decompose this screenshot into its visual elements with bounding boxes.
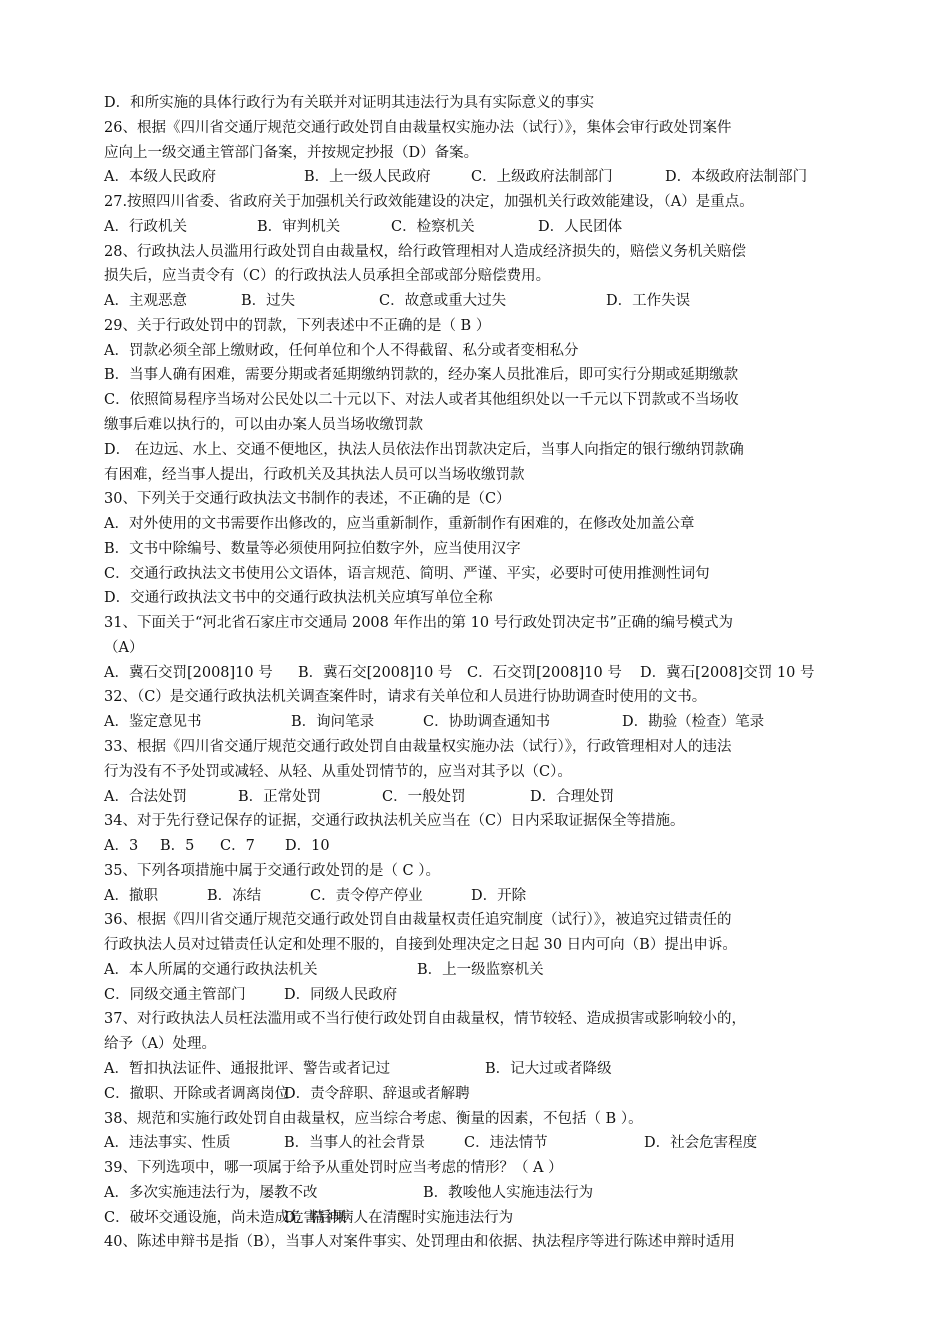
- text-line: 38、规范和实施行政处罚自由裁量权，应当综合考虑、衡量的因素，不包括（ B ）。: [104, 1110, 643, 1127]
- text-line: D．交通行政执法文书中的交通行政执法机关应填写单位全称: [104, 590, 493, 607]
- text-line: B．文书中除编号、数量等必须使用阿拉伯数字外，应当使用汉字: [104, 540, 521, 557]
- text-line: 27.按照四川省委、省政府关于加强机关行政效能建设的决定，加强机关行政效能建设，（A）是重点。: [104, 194, 754, 211]
- answer-option: A．鉴定意见书: [104, 714, 202, 731]
- answer-option: B．询问笔录: [291, 714, 375, 731]
- answer-option: B．冀石交[2008]10 号: [298, 664, 453, 681]
- answer-option: C．石交罚[2008]10 号: [467, 664, 622, 681]
- text-line: D． 在边远、水上、交通不便地区，执法人员依法作出罚款决定后，当事人向指定的银行缴纳罚款确: [104, 441, 744, 458]
- answer-option: B．上一级人民政府: [304, 169, 431, 186]
- answer-option: C．一般处罚: [382, 788, 466, 805]
- answer-option: B．上一级监察机关: [417, 961, 544, 978]
- answer-option: D．工作失误: [606, 293, 691, 310]
- text-line: C．交通行政执法文书使用公文语体，语言规范、简明、严谨、平实，必要时可使用推测性词句: [104, 565, 710, 582]
- answer-option: C．违法情节: [464, 1135, 548, 1152]
- text-line: 缴事后难以执行的，可以由办案人员当场收缴罚款: [104, 417, 423, 433]
- text-line: 39、下列选项中，哪一项属于给予从重处罚时应当考虑的情形？（ A ）: [104, 1160, 563, 1177]
- text-line: 行为没有不予处罚或减轻、从轻、从重处罚情节的，应当对其予以（C）。: [104, 763, 572, 780]
- answer-option: D．冀石[2008]交罚 10 号: [640, 664, 815, 681]
- text-line: 32、（C）是交通行政执法机关调查案件时，请求有关单位和人员进行协助调查时使用的文书。: [104, 689, 707, 706]
- answer-option: C．同级交通主管部门: [104, 986, 246, 1003]
- answer-option: D．精神病人在清醒时实施违法行为: [284, 1209, 514, 1226]
- answer-option: A．撤职: [104, 887, 158, 904]
- answer-option: C．检察机关: [391, 218, 475, 235]
- answer-option: A．违法事实、性质: [104, 1135, 231, 1152]
- answer-option: A．多次实施违法行为，屡教不改: [104, 1184, 318, 1201]
- text-line: 29、关于行政处罚中的罚款，下列表述中不正确的是（ B ）: [104, 317, 491, 334]
- answer-option: D．开除: [471, 887, 527, 904]
- answer-option: D．责令辞职、辞退或者解聘: [284, 1085, 470, 1102]
- text-line: 40、陈述申辩书是指（B），当事人对案件事实、处罚理由和依据、执法程序等进行陈述申辩时适用: [104, 1234, 735, 1251]
- text-line: 34、对于先行登记保存的证据，交通行政执法机关应当在（C）日内采取证据保全等措施。: [104, 813, 685, 830]
- answer-option: D．勘验（检查）笔录: [622, 714, 765, 731]
- text-line: （A）: [104, 639, 144, 656]
- text-line: 给予（A）处理。: [104, 1036, 216, 1053]
- answer-option: B．5: [160, 838, 195, 855]
- answer-option: D．本级政府法制部门: [665, 169, 808, 186]
- answer-option: C．协助调查通知书: [423, 714, 551, 731]
- text-line: A．对外使用的文书需要作出修改的，应当重新制作，重新制作有困难的，在修改处加盖公章: [104, 516, 695, 533]
- text-line: 36、根据《四川省交通厅规范交通行政处罚自由裁量权责任追究制度（试行）》，被追究过错责任的: [104, 912, 732, 929]
- text-line: 35、下列各项措施中属于交通行政处罚的是（ C ）。: [104, 862, 441, 879]
- text-line: 行政执法人员对过错责任认定和处理不服的，自接到处理决定之日起 30 日内可向（B）提出申诉。: [104, 937, 737, 954]
- answer-option: B．正常处罚: [238, 788, 322, 805]
- answer-option: A．主观恶意: [104, 293, 187, 310]
- answer-option: B．过失: [241, 293, 296, 310]
- answer-option: B．冻结: [207, 887, 262, 904]
- answer-option: A．3: [104, 838, 139, 855]
- answer-option: D．10: [285, 838, 330, 855]
- answer-option: C．撤职、开除或者调离岗位: [104, 1085, 290, 1102]
- text-line: 30、下列关于交通行政执法文书制作的表述，不正确的是（C）: [104, 491, 511, 508]
- answer-option: C．故意或重大过失: [379, 293, 507, 310]
- text-line: 31、下面关于“河北省石家庄市交通局 2008 年作出的第 10 号行政处罚决定书”正确的编号模式为: [104, 615, 734, 632]
- text-line: 28、行政执法人员滥用行政处罚自由裁量权，给行政管理相对人造成经济损失的，赔偿义务机关赔偿: [104, 243, 746, 260]
- answer-option: B．记大过或者降级: [485, 1061, 612, 1078]
- answer-option: C．责令停产停业: [310, 887, 423, 904]
- answer-option: B．审判机关: [257, 218, 341, 235]
- answer-option: C．上级政府法制部门: [471, 169, 613, 186]
- text-line: 应向上一级交通主管部门备案，并按规定抄报（D）备案。: [104, 144, 479, 161]
- answer-option: D．社会危害程度: [644, 1135, 758, 1152]
- text-line: D．和所实施的具体行政行为有关联并对证明其违法行为具有实际意义的事实: [104, 95, 595, 111]
- answer-option: D．同级人民政府: [284, 986, 398, 1003]
- text-line: 26、根据《四川省交通厅规范交通行政处罚自由裁量权实施办法（试行）》，集体会审行政处罚案件: [104, 119, 732, 136]
- answer-option: C．7: [220, 838, 255, 855]
- answer-option: A．行政机关: [104, 218, 187, 235]
- text-line: B．当事人确有困难，需要分期或者延期缴纳罚款的，经办案人员批准后，即可实行分期或延期缴款: [104, 367, 739, 384]
- text-line: 有困难，经当事人提出，行政机关及其执法人员可以当场收缴罚款: [104, 466, 525, 483]
- answer-option: B．当事人的社会背景: [284, 1135, 426, 1152]
- text-line: 37、对行政执法人员枉法滥用或不当行使行政处罚自由裁量权，情节较轻、造成损害或影响较小的，: [104, 1011, 746, 1028]
- answer-option: D．人民团体: [538, 218, 623, 235]
- text-line: A．罚款必须全部上缴财政，任何单位和个人不得截留、私分或者变相私分: [104, 342, 579, 359]
- answer-option: A．本级人民政府: [104, 169, 216, 186]
- answer-option: A．本人所属的交通行政执法机关: [104, 961, 318, 978]
- answer-option: A．暂扣执法证件、通报批评、警告或者记过: [104, 1061, 390, 1078]
- text-line: 损失后，应当责令有（C）的行政执法人员承担全部或部分赔偿费用。: [104, 268, 551, 285]
- answer-option: D．合理处罚: [530, 788, 615, 805]
- text-line: C．依照简易程序当场对公民处以二十元以下、对法人或者其他组织处以一千元以下罚款或不当场收: [104, 392, 739, 409]
- text-line: 33、根据《四川省交通厅规范交通行政处罚自由裁量权实施办法（试行）》，行政管理相对人的违法: [104, 739, 732, 756]
- answer-option: C．破坏交通设施，尚未造成危害后果: [104, 1209, 348, 1226]
- answer-option: A．冀石交罚[2008]10 号: [104, 664, 273, 681]
- answer-option: A．合法处罚: [104, 788, 187, 805]
- answer-option: B．教唆他人实施违法行为: [423, 1184, 594, 1201]
